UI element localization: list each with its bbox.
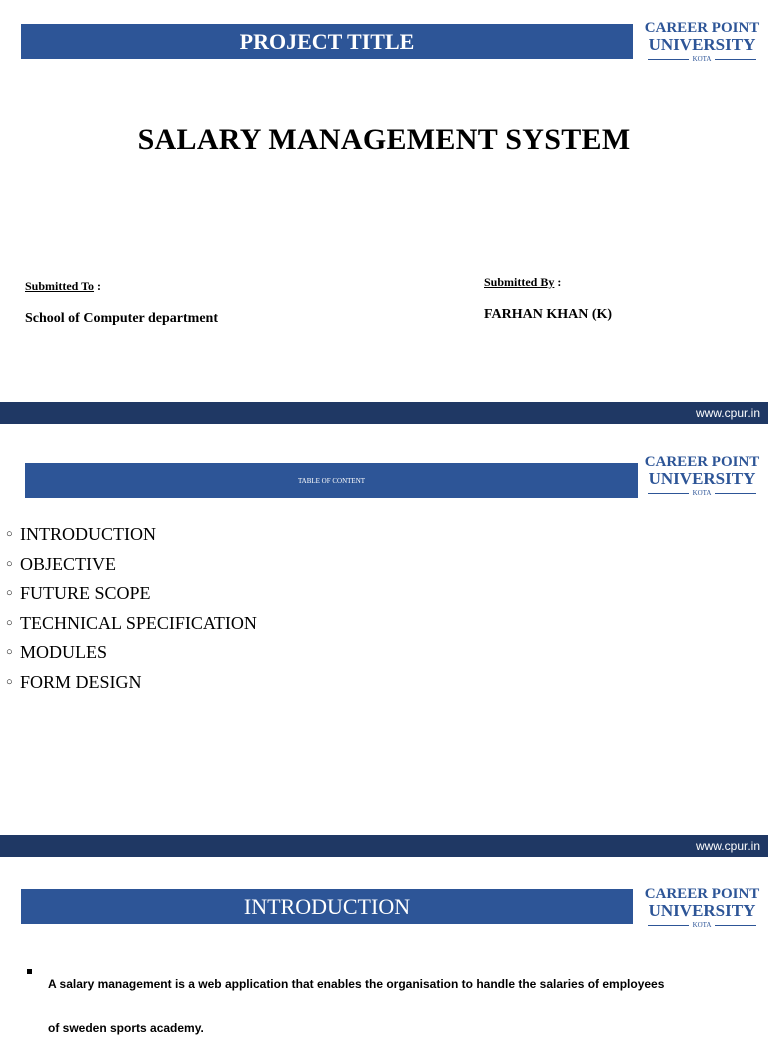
intro-line-2: of sweden sports academy. [48, 1021, 204, 1035]
submitted-by-label: Submitted By : [484, 275, 562, 289]
university-logo [644, 20, 760, 64]
logo-line1: CAREER POINT [644, 886, 760, 902]
submitted-by-value: FARHAN KHAN (K) [484, 307, 613, 322]
university-logo [644, 886, 760, 930]
list-item: ○ TECHNICAL SPECIFICATION [6, 609, 257, 639]
intro-paragraph [48, 962, 728, 1050]
header-title: INTRODUCTION [243, 893, 411, 919]
square-bullet-icon [27, 969, 32, 974]
footer-band [0, 835, 768, 857]
toc-list [6, 520, 257, 698]
header-title: PROJECT TITLE [239, 28, 415, 54]
slide-project-title [0, 0, 768, 425]
circle-bullet-icon: ○ [6, 616, 13, 629]
footer-url: www.cpur.in [695, 839, 760, 853]
circle-bullet-icon: ○ [6, 528, 13, 540]
logo-line3: KOTA [692, 55, 712, 63]
header-title-bar [21, 889, 633, 924]
main-title: SALARY MANAGEMENT SYSTEM [137, 123, 631, 156]
footer-band [0, 402, 768, 424]
list-item: ○ INTRODUCTION [6, 520, 257, 550]
logo-line3: KOTA [692, 921, 712, 929]
list-item: ○ OBJECTIVE [6, 550, 257, 580]
logo-line2: UNIVERSITY [648, 35, 756, 54]
circle-bullet-icon: ○ [6, 557, 13, 570]
header-title-bar [25, 463, 638, 498]
slide-table-of-content [0, 434, 768, 858]
circle-bullet-icon: ○ [6, 646, 13, 659]
list-item: ○ MODULES [6, 638, 257, 668]
university-logo [644, 454, 760, 498]
list-item: ○ FORM DESIGN [6, 668, 257, 698]
footer-url: www.cpur.in [695, 406, 760, 420]
header-title: TABLE OF CONTENT [297, 476, 366, 485]
circle-bullet-icon: ○ [6, 587, 13, 600]
logo-line2: UNIVERSITY [648, 469, 756, 488]
logo-line3: KOTA [692, 489, 712, 497]
submitted-to-value: School of Computer department [25, 311, 219, 326]
logo-line2: UNIVERSITY [648, 901, 756, 920]
slide-introduction [0, 868, 768, 1035]
intro-line-1: A salary management is a web application that enables the organisation to handle the salaries of employees [48, 977, 665, 991]
logo-line1: CAREER POINT [644, 20, 760, 36]
submitted-to-label: Submitted To : [25, 279, 102, 293]
header-title-bar [21, 24, 633, 59]
logo-line1: CAREER POINT [644, 454, 760, 470]
list-item: ○ FUTURE SCOPE [6, 579, 257, 609]
circle-bullet-icon: ○ [6, 675, 13, 688]
